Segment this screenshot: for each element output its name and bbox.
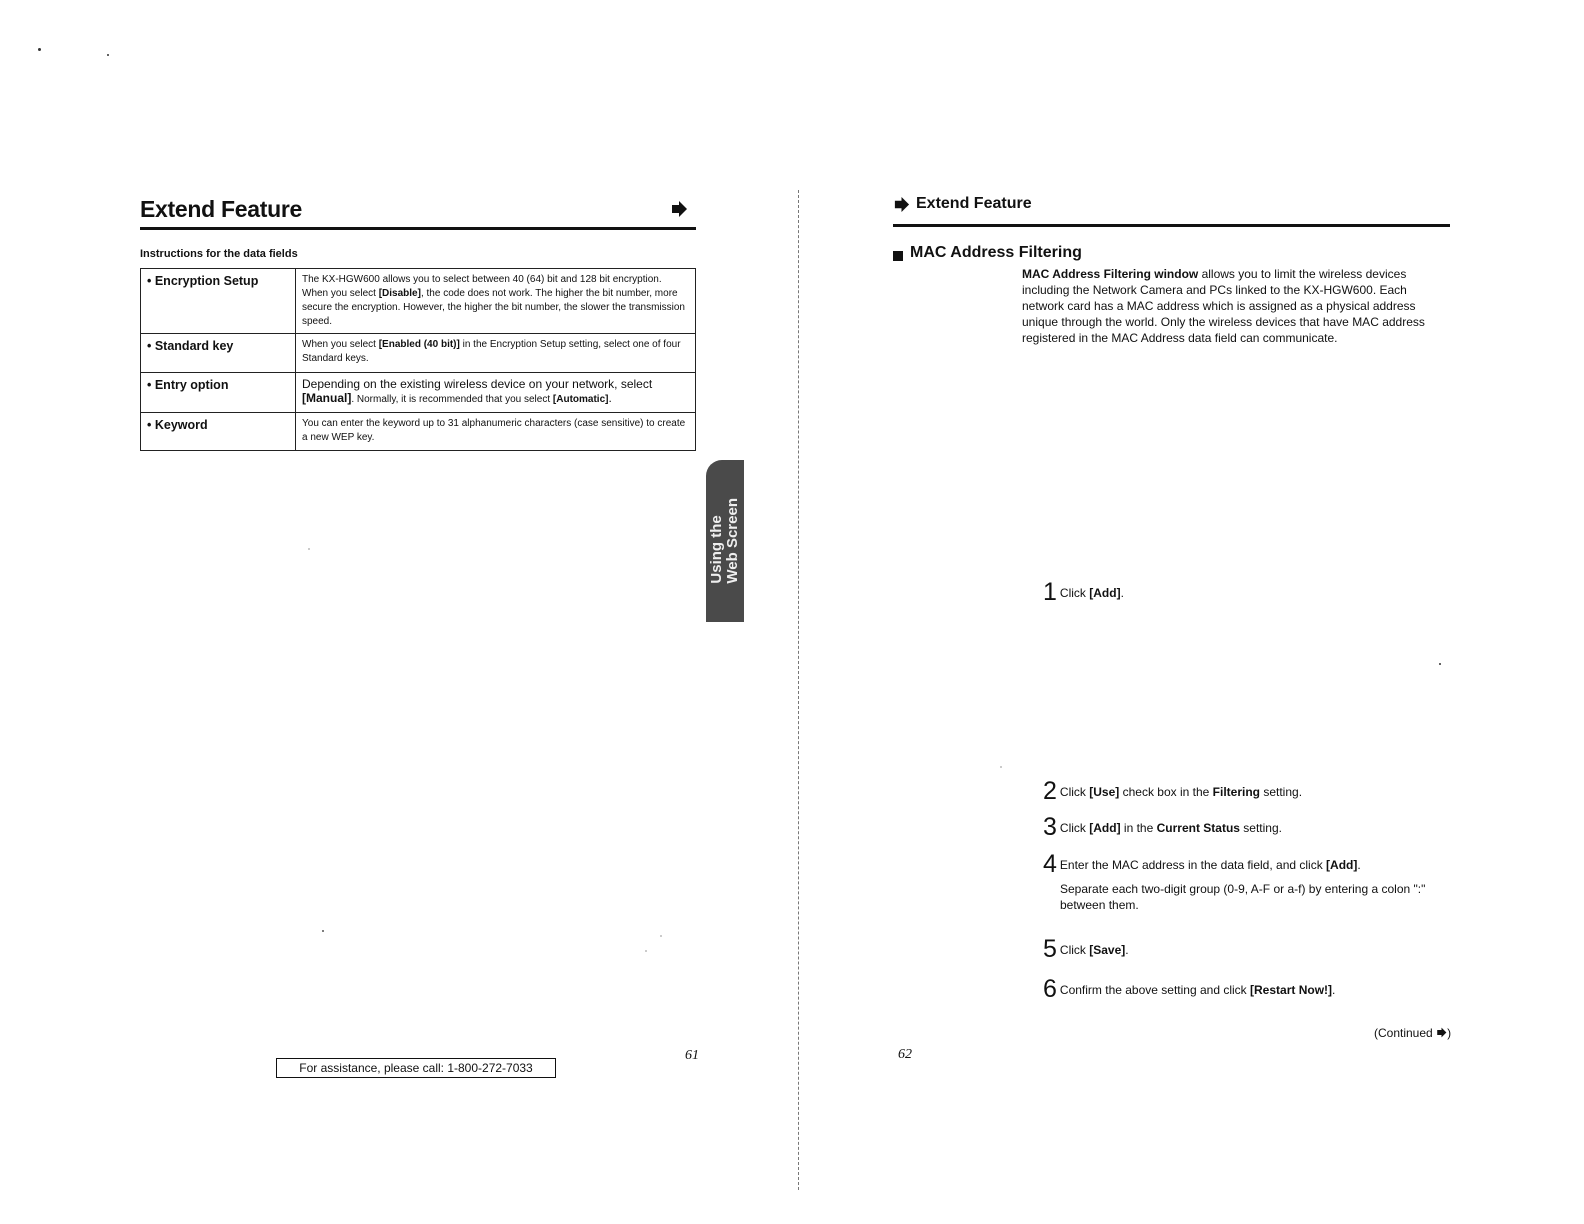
table-row [141, 373, 696, 413]
side-tab-label: Using the Web Screen [708, 498, 741, 584]
scan-speck [1439, 663, 1441, 665]
field-name: • Keyword [141, 413, 296, 451]
title-rule [140, 227, 696, 230]
section-side-tab [706, 460, 744, 622]
square-bullet-icon [893, 251, 903, 261]
section-title: MAC Address Filtering [910, 244, 1082, 261]
data-fields-table [140, 268, 696, 451]
arrow-right-icon [893, 196, 910, 213]
step-4: 4 Enter the MAC address in the data field, and click [Add]. [1043, 850, 1361, 878]
field-name: • Entry option [141, 373, 296, 413]
step-3: 3 Click [Add] in the Current Status setting. [1043, 813, 1282, 841]
scan-speck [308, 548, 310, 550]
scan-speck [38, 48, 41, 51]
step-2: 2 Click [Use] check box in the Filtering setting. [1043, 777, 1303, 805]
field-description: The KX-HGW600 allows you to select between 40 (64) bit and 128 bit encryption. When you select [Disable], the code does not work. The higher the bit number, more secure the encryption. However, the higher the bit number, the slower the transmission speed. [296, 269, 696, 334]
assistance-box: For assistance, please call: 1-800-272-7033 [276, 1058, 556, 1078]
page-number: 61 [685, 1048, 699, 1063]
scan-speck [107, 54, 109, 56]
header-rule [893, 224, 1450, 227]
scan-speck [660, 935, 662, 937]
table-row [141, 269, 696, 334]
scan-speck [1000, 766, 1002, 768]
table-row [141, 334, 696, 373]
arrow-right-icon [670, 200, 688, 218]
page-gutter [798, 190, 799, 1190]
continued-note: (Continued ) [1374, 1026, 1452, 1040]
page-title: Extend Feature [140, 196, 302, 222]
table-row [141, 413, 696, 451]
step-4-note: Separate each two-digit group (0-9, A-F or a-f) by entering a colon ":" between them. [1060, 882, 1426, 912]
page-number: 62 [898, 1047, 912, 1062]
step-6: 6 Confirm the above setting and click [Restart Now!]. [1043, 975, 1336, 1003]
scan-speck [322, 930, 324, 932]
field-description: When you select [Enabled (40 bit)] in the Encryption Setup setting, select one of four Standard keys. [296, 334, 696, 373]
field-name: • Encryption Setup [141, 269, 296, 334]
field-name: • Standard key [141, 334, 296, 373]
scan-speck [645, 950, 647, 952]
step-1: 1 Click [Add]. [1043, 578, 1124, 606]
field-description: Depending on the existing wireless device on your network, select [Manual]. Normally, it is recommended that you select [Automatic]. [296, 373, 696, 413]
arrow-right-icon [1436, 1027, 1447, 1038]
section-description: MAC Address Filtering window allows you to limit the wireless devices including the Network Camera and PCs linked to the KX-HGW600. Each network card has a MAC address which is assigned as a physical address unique through the world. Only the wireless devices that have MAC address registered in the MAC Address data field can communicate. [1022, 267, 1425, 345]
page-header: Extend Feature [916, 195, 1032, 212]
step-5: 5 Click [Save]. [1043, 935, 1129, 963]
field-description: You can enter the keyword up to 31 alphanumeric characters (case sensitive) to create a new WEP key. [296, 413, 696, 451]
instructions-heading: Instructions for the data fields [140, 248, 298, 260]
